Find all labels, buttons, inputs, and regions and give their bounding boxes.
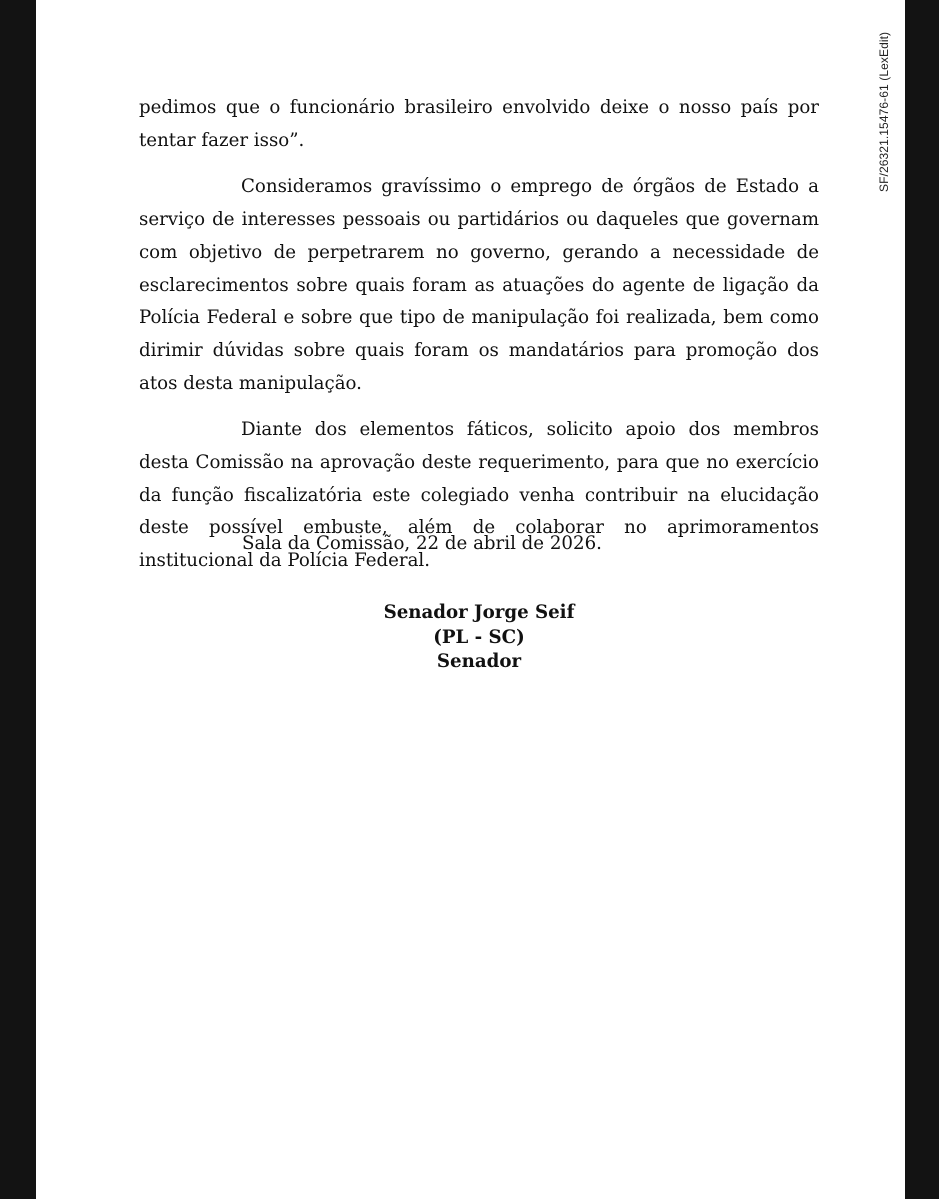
paragraph-continuation: pedimos que o funcionário brasileiro envolvido deixe o nosso país por tentar fazer isso”. bbox=[139, 97, 819, 151]
left-dark-border bbox=[0, 0, 36, 1199]
paragraph-gravity: Consideramos gravíssimo o emprego de órgãos de Estado a serviço de interesses pessoais ou partidários ou daqueles que governam com objetivo de perpetrarem no governo, gerando a necessidade de esclarecimentos sobre quais foram as atuações do agente de ligação da Polícia Federal e sobre que tipo de manipulação foi realizada, bem como dirimir dúvidas sobre quais foram os mandatários para promoção dos atos desta manipulação. bbox=[139, 176, 819, 394]
right-dark-border bbox=[905, 0, 939, 1199]
signer-name: Senador Jorge Seif bbox=[383, 602, 575, 623]
signer-role: Senador bbox=[436, 651, 522, 673]
signature-block bbox=[139, 601, 819, 675]
document-body bbox=[139, 92, 819, 578]
date-line: Sala da Comissão, 22 de abril de 2026. bbox=[242, 533, 602, 554]
paragraph-request-support: Diante dos elementos fáticos, solicito apoio dos membros desta Comissão na aprovação deste requerimento, para que no exercício da função fiscalizatória este colegiado venha contribuir na elucidação deste possível embuste, além de colaborar no aprimoramentos institucional da Polícia Federal. bbox=[139, 419, 819, 572]
signer-party: (PL - SC) bbox=[433, 626, 525, 648]
document-side-code: SF/26321.15476-61 (LexEdit) bbox=[877, 31, 891, 192]
